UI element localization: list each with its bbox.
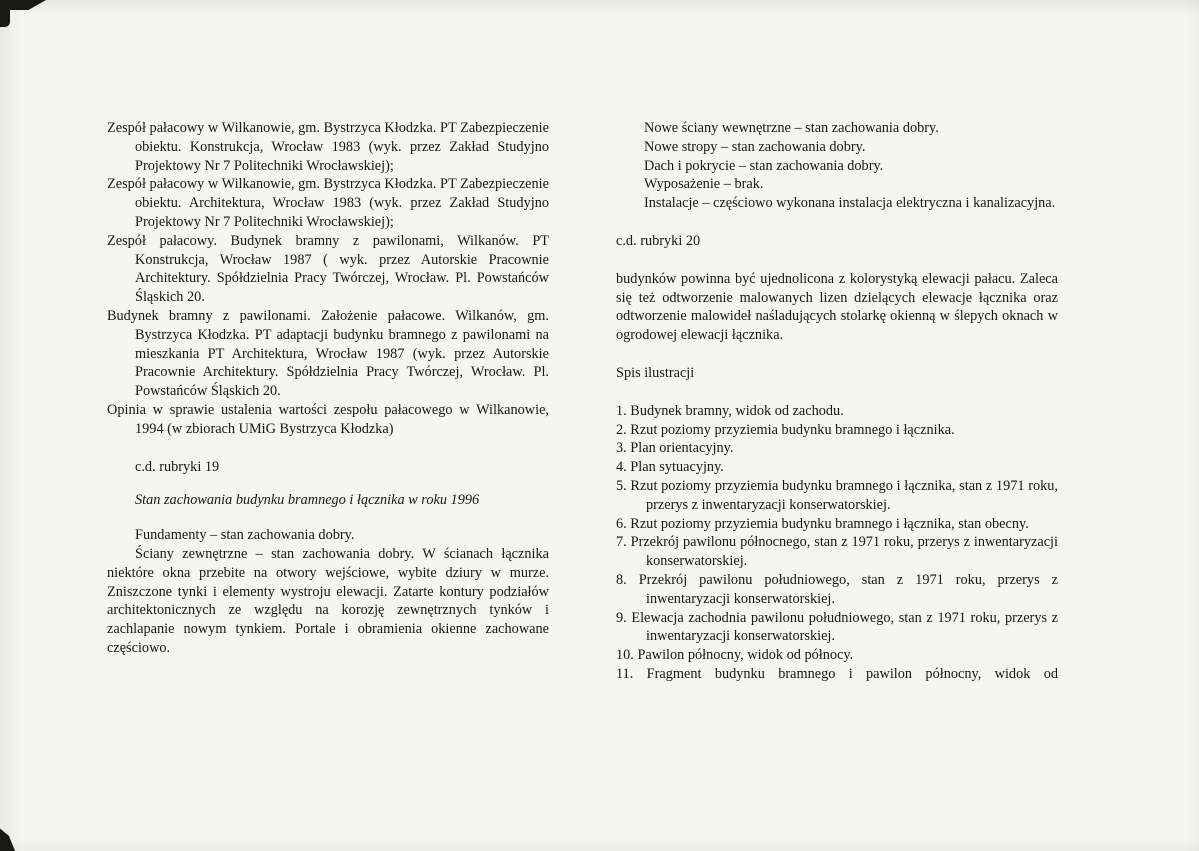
illustrations-list: [616, 402, 1058, 684]
illustration-item-8: 8. Przekrój pawilonu południowego, stan z 1971 roku, przerys z inwentaryzacji konserwatorskiej.: [616, 571, 1058, 607]
bibliography-entry-5: Opinia w sprawie ustalenia wartości zespołu pałacowego w Wilkanowie, 1994 (w zbiorach UMiG Bystrzyca Kłodzka): [107, 401, 549, 437]
status-line-dach: Dach i pokrycie – stan zachowania dobry.: [644, 157, 884, 174]
bibliography-entry-1: Zespół pałacowy w Wilkanowie, gm. Bystrzyca Kłodzka. PT Zabezpieczenie obiektu. Konstrukcja, Wrocław 1983 (wyk. przez Zakład Studyjno Projektowy Nr 7 Politechniki Wrocławskiej);: [107, 120, 549, 174]
right-column: [616, 119, 1058, 684]
illustrations-heading: Spis ilustracji: [616, 364, 695, 381]
section-label-rubryka-20: c.d. rubryki 20: [616, 232, 701, 249]
illustration-item-5: 5. Rzut poziomy przyziemia budynku bramnego i łącznika, stan z 1971 roku, przerys z inwentaryzacji konserwatorskiej.: [616, 477, 1058, 513]
status-line-instalacje: Instalacje – częściowo wykonana instalacja elektryczna i kanalizacyjna.: [644, 195, 1056, 212]
condition-heading: Stan zachowania budynku bramnego i łącznika w roku 1996: [135, 492, 480, 509]
section-label-rubryka-19: c.d. rubryki 19: [135, 458, 220, 475]
left-column: [107, 119, 549, 658]
illustration-item-7: 7. Przekrój pawilonu północnego, stan z 1971 roku, przerys z inwentaryzacji konserwatorskiej.: [616, 534, 1058, 570]
bibliography-entry-2: Zespół pałacowy w Wilkanowie, gm. Bystrzyca Kłodzka. PT Zabezpieczenie obiektu. Architektura, Wrocław 1983 (wyk. przez Zakład Studyjno Projektowy Nr 7 Politechniki Wrocławskiej);: [107, 176, 549, 230]
illustration-item-3: 3. Plan orientacyjny.: [616, 440, 734, 457]
illustration-item-2: 2. Rzut poziomy przyziemia budynku bramnego i łącznika.: [616, 421, 955, 438]
illustration-item-4: 4. Plan sytuacyjny.: [616, 459, 724, 476]
bibliography-entry-4: Budynek bramny z pawilonami. Założenie pałacowe. Wilkanów, gm. Bystrzyca Kłodzka. PT adaptacji budynku bramnego z pawilonami na mieszkania PT Architektura, Wrocław 1987 (wyk. przez Autorskie Pracownie Architektury. Spółdzielnia Pracy Twórczej, Wrocław. Pl. Powstańców Śląskich 20.: [107, 307, 549, 400]
illustration-item-10: 10. Pawilon północny, widok od północy.: [616, 647, 854, 664]
paragraph-sciany-zewnetrzne: Ściany zewnętrzne – stan zachowania dobry. W ścianach łącznika niektóre okna przebite na otwory wejściowe, wybite dziury w murze. Zniszczone tynki i elementy wystroju elewacji. Zatarte kontury podziałów architektonicznych ze względu na korozję zewnętrznych tynków i zachlapanie nowym tynkiem. Portale i obramienia okienne zachowane częściowo.: [107, 545, 549, 656]
illustration-item-11: 11. Fragment budynku bramnego i pawilon północny, widok od: [616, 665, 1058, 682]
illustration-item-6: 6. Rzut poziomy przyziemia budynku bramnego i łącznika, stan obecny.: [616, 515, 1029, 532]
status-line-stropy: Nowe stropy – stan zachowania dobry.: [644, 138, 866, 155]
illustration-item-9: 9. Elewacja zachodnia pawilonu południowego, stan z 1971 roku, przerys z inwentaryzacji konserwatorskiej.: [616, 609, 1058, 645]
continuation-paragraph: budynków powinna być ujednolicona z kolorystyką elewacji pałacu. Zaleca się też odtworzenie malowanych lizen dzielących elewacje łącznika oraz odtworzenie malowideł naśladujących stolarkę okienną w ślepych oknach w ogrodowej elewacji łącznika.: [616, 270, 1058, 344]
scan-artifact-left-edge: [0, 0, 10, 27]
status-line-sciany: Nowe ściany wewnętrzne – stan zachowania dobry.: [644, 120, 939, 136]
bibliography-entry-3: Zespół pałacowy. Budynek bramny z pawilonami, Wilkanów. PT Konstrukcja, Wrocław 1987 ( wyk. przez Autorskie Pracownie Architektury. Spółdzielnia Pracy Twórczej, Wrocław. Pl. Powstańców Śląskich 20.: [107, 232, 549, 306]
scan-artifact-bottom-left: [0, 826, 15, 851]
illustration-item-1: 1. Budynek bramny, widok od zachodu.: [616, 402, 844, 419]
paragraph-fundamenty: Fundamenty – stan zachowania dobry.: [135, 527, 355, 544]
status-line-wyposazenie: Wyposażenie – brak.: [644, 176, 764, 193]
